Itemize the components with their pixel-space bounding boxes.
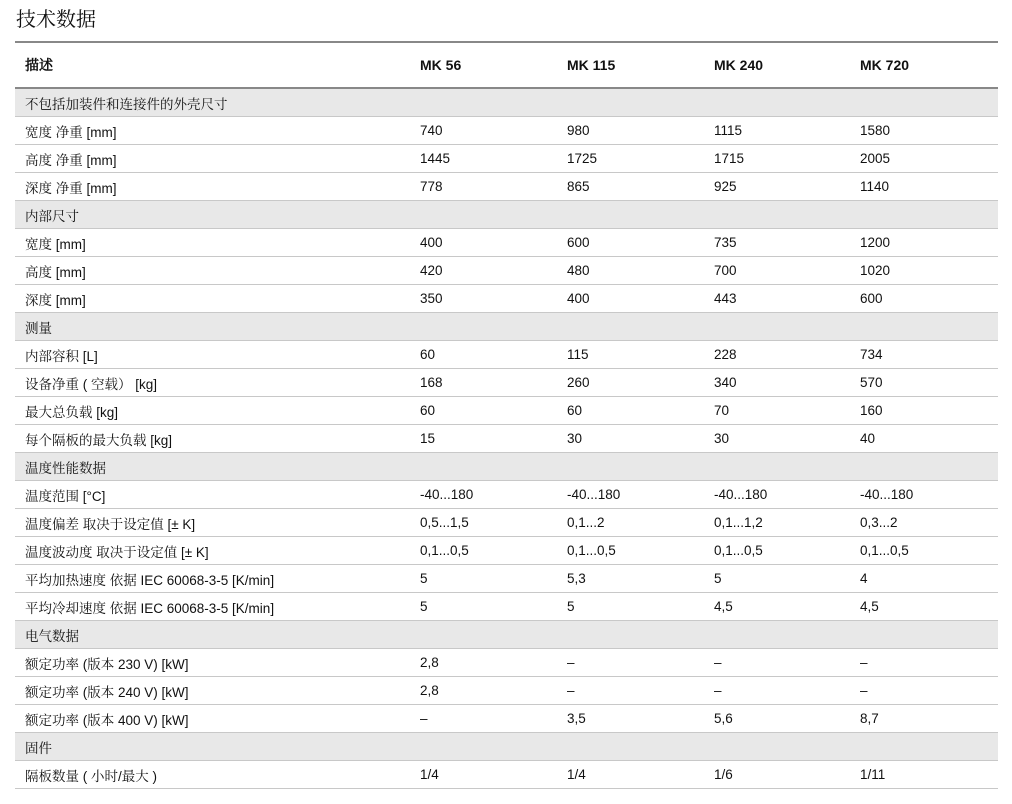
column-header-mk720: MK 720 [850, 42, 998, 88]
row-label: 额定功率 (版本 240 V) [kW] [15, 677, 410, 705]
row-label: 额定功率 (版本 230 V) [kW] [15, 649, 410, 677]
cell-value: 1020 [850, 257, 998, 285]
cell-value: 1715 [704, 145, 850, 173]
cell-value: 0,1...1,2 [704, 509, 850, 537]
cell-value: 0,1...0,5 [850, 537, 998, 565]
section-header-row [15, 88, 998, 117]
cell-value: – [557, 649, 704, 677]
cell-value: 735 [704, 229, 850, 257]
cell-value: 160 [850, 397, 998, 425]
section-title: 温度性能数据 [15, 453, 998, 481]
cell-value: 0,5...1,5 [410, 509, 557, 537]
cell-value: 30 [704, 425, 850, 453]
row-label: 平均冷却速度 依据 IEC 60068-3-5 [K/min] [15, 593, 410, 621]
cell-value: 5,6 [704, 705, 850, 733]
section-header-row [15, 201, 998, 229]
cell-value: 0,1...0,5 [557, 537, 704, 565]
cell-value: -40...180 [850, 481, 998, 509]
section-title: 不包括加装件和连接件的外壳尺寸 [15, 88, 998, 117]
spec-table [15, 41, 998, 789]
row-label: 最大总负载 [kg] [15, 397, 410, 425]
cell-value: 60 [410, 341, 557, 369]
cell-value: 980 [557, 117, 704, 145]
cell-value: 60 [410, 397, 557, 425]
cell-value: 260 [557, 369, 704, 397]
cell-value: 5 [410, 565, 557, 593]
cell-value: 3,5 [557, 705, 704, 733]
cell-value: 0,1...0,5 [410, 537, 557, 565]
cell-value: 30 [557, 425, 704, 453]
cell-value: 2,8 [410, 649, 557, 677]
cell-value: 2005 [850, 145, 998, 173]
table-row [15, 481, 998, 509]
cell-value: 734 [850, 341, 998, 369]
cell-value: 115 [557, 341, 704, 369]
cell-value: 4,5 [850, 593, 998, 621]
cell-value: -40...180 [557, 481, 704, 509]
row-label: 温度偏差 取决于设定值 [± K] [15, 509, 410, 537]
table-row [15, 509, 998, 537]
cell-value: 5 [557, 593, 704, 621]
row-label: 宽度 [mm] [15, 229, 410, 257]
cell-value: 443 [704, 285, 850, 313]
cell-value: 1/4 [410, 761, 557, 789]
row-label: 高度 净重 [mm] [15, 145, 410, 173]
cell-value: 865 [557, 173, 704, 201]
row-label: 每个隔板的最大负载 [kg] [15, 425, 410, 453]
column-header-mk115: MK 115 [557, 42, 704, 88]
table-row [15, 229, 998, 257]
section-title: 电气数据 [15, 621, 998, 649]
cell-value: 778 [410, 173, 557, 201]
cell-value: 740 [410, 117, 557, 145]
row-label: 隔板数量 ( 小时/最大 ) [15, 761, 410, 789]
section-header-row [15, 621, 998, 649]
cell-value: 1580 [850, 117, 998, 145]
row-label: 深度 净重 [mm] [15, 173, 410, 201]
column-header-mk56: MK 56 [410, 42, 557, 88]
section-title: 固件 [15, 733, 998, 761]
cell-value: 400 [410, 229, 557, 257]
cell-value: 340 [704, 369, 850, 397]
cell-value: – [704, 677, 850, 705]
row-label: 温度波动度 取决于设定值 [± K] [15, 537, 410, 565]
cell-value: 1/11 [850, 761, 998, 789]
cell-value: – [704, 649, 850, 677]
cell-value: 0,1...0,5 [704, 537, 850, 565]
row-label: 额定功率 (版本 400 V) [kW] [15, 705, 410, 733]
table-row [15, 705, 998, 733]
row-label: 深度 [mm] [15, 285, 410, 313]
table-row [15, 173, 998, 201]
cell-value: 15 [410, 425, 557, 453]
row-label: 宽度 净重 [mm] [15, 117, 410, 145]
section-header-row [15, 453, 998, 481]
cell-value: 40 [850, 425, 998, 453]
table-row [15, 649, 998, 677]
cell-value: -40...180 [410, 481, 557, 509]
cell-value: 600 [557, 229, 704, 257]
row-label: 设备净重 ( 空载） [kg] [15, 369, 410, 397]
table-header-row [15, 42, 998, 88]
table-row [15, 537, 998, 565]
cell-value: 5 [704, 565, 850, 593]
section-title: 内部尺寸 [15, 201, 998, 229]
cell-value: – [850, 649, 998, 677]
cell-value: 700 [704, 257, 850, 285]
cell-value: 1140 [850, 173, 998, 201]
cell-value: 600 [850, 285, 998, 313]
cell-value: 0,1...2 [557, 509, 704, 537]
section-title: 测量 [15, 313, 998, 341]
cell-value: 570 [850, 369, 998, 397]
table-row [15, 145, 998, 173]
row-label: 内部容积 [L] [15, 341, 410, 369]
cell-value: 1445 [410, 145, 557, 173]
cell-value: 420 [410, 257, 557, 285]
cell-value: 60 [557, 397, 704, 425]
cell-value: 0,3...2 [850, 509, 998, 537]
table-row [15, 285, 998, 313]
cell-value: 1/6 [704, 761, 850, 789]
table-row [15, 369, 998, 397]
table-row [15, 257, 998, 285]
cell-value: 5,3 [557, 565, 704, 593]
cell-value: 4,5 [704, 593, 850, 621]
cell-value: 2,8 [410, 677, 557, 705]
cell-value: 1200 [850, 229, 998, 257]
cell-value: 4 [850, 565, 998, 593]
page-title: 技术数据 [16, 9, 96, 31]
cell-value: 350 [410, 285, 557, 313]
cell-value: -40...180 [704, 481, 850, 509]
cell-value: 1725 [557, 145, 704, 173]
row-label: 温度范围 [°C] [15, 481, 410, 509]
table-row [15, 593, 998, 621]
table-row [15, 761, 998, 789]
cell-value: – [410, 705, 557, 733]
cell-value: 1115 [704, 117, 850, 145]
row-label: 高度 [mm] [15, 257, 410, 285]
table-row [15, 341, 998, 369]
section-header-row [15, 733, 998, 761]
column-header-mk240: MK 240 [704, 42, 850, 88]
section-header-row [15, 313, 998, 341]
cell-value: 168 [410, 369, 557, 397]
cell-value: 925 [704, 173, 850, 201]
cell-value: 1/4 [557, 761, 704, 789]
table-row [15, 565, 998, 593]
cell-value: 8,7 [850, 705, 998, 733]
table-row [15, 117, 998, 145]
row-label: 平均加热速度 依据 IEC 60068-3-5 [K/min] [15, 565, 410, 593]
spec-table-body [15, 88, 998, 789]
table-row [15, 425, 998, 453]
cell-value: 480 [557, 257, 704, 285]
table-row [15, 677, 998, 705]
cell-value: 70 [704, 397, 850, 425]
table-row [15, 397, 998, 425]
cell-value: 400 [557, 285, 704, 313]
cell-value: 5 [410, 593, 557, 621]
column-header-description: 描述 [15, 42, 410, 88]
cell-value: 228 [704, 341, 850, 369]
cell-value: – [850, 677, 998, 705]
cell-value: – [557, 677, 704, 705]
